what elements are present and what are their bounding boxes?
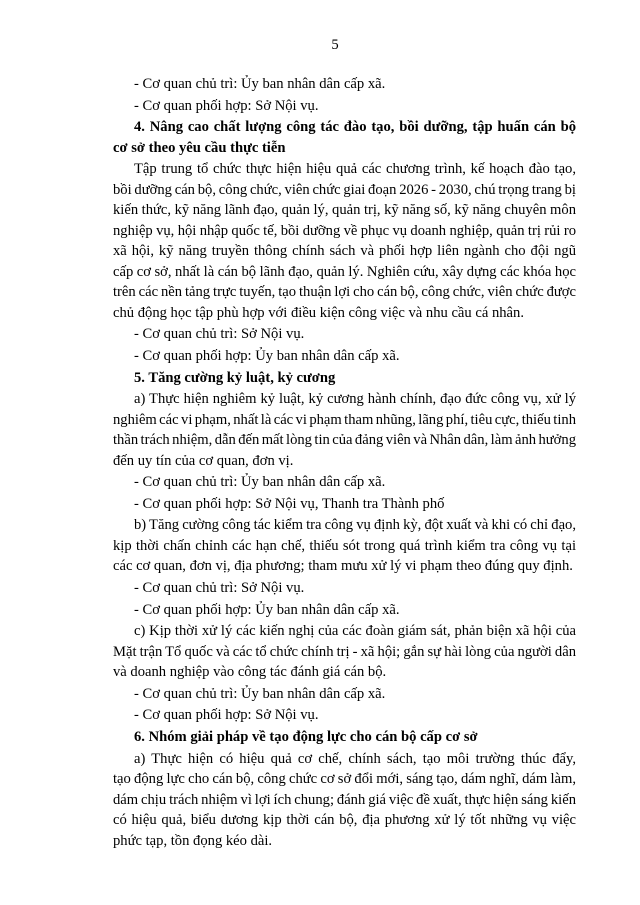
text-line: xã hội, kỹ năng truyền thông chính sách và phối hợp liên ngành cho đội ngũ (113, 243, 576, 260)
text-line: - Cơ quan phối hợp: Sở Nội vụ. (134, 707, 319, 724)
text-line: thần trách nhiệm, dẫn đến mất lòng tin của đảng viên và Nhân dân, làm ảnh hưởng (113, 432, 576, 449)
section-5-heading (113, 368, 576, 389)
text-line: - Cơ quan chủ trì: Ủy ban nhân dân cấp xã. (134, 474, 386, 491)
text-line: trên các nền tảng trực tuyến, tạo thuận lợi cho cán bộ, công chức, viên chức được (113, 284, 576, 301)
page-content (113, 74, 576, 851)
text-line: các cơ quan, đơn vị, địa phương; tham mưu xử lý vi phạm theo đúng quy định. (113, 558, 573, 575)
section-5-item-a-lead-agency (113, 472, 576, 493)
text-line: có hiệu quả, biểu dương kịp thời cán bộ, địa phương xử lý tốt những vụ việc (113, 812, 576, 829)
text-line: - Cơ quan chủ trì: Ủy ban nhân dân cấp xã. (134, 685, 386, 702)
text-line: - Cơ quan phối hợp: Sở Nội vụ. (134, 97, 319, 114)
section-3-coordinating-agency (113, 96, 576, 117)
section-5-item-b-coordinating-agency (113, 600, 576, 621)
text-line: phức tạp, tồn đọng kéo dài. (113, 832, 273, 849)
section-3-lead-agency (113, 74, 576, 95)
text-line: và doanh nghiệp vào công tác đánh giá cán bộ. (113, 664, 387, 681)
text-line: Tập trung tổ chức thực hiện hiệu quả các chương trình, kế hoạch đào tạo, (134, 161, 576, 178)
section-4-body (113, 159, 576, 323)
text-line: dám chịu trách nhiệm vì lợi ích chung; đánh giá việc đề xuất, thực hiện sáng kiến (113, 791, 576, 808)
text-line: - Cơ quan phối hợp: Ủy ban nhân dân cấp xã. (134, 347, 400, 364)
section-5-item-a-body (113, 389, 576, 471)
text-line: chủ động học tập phù hợp với điều kiện công việc và nhu cầu cá nhân. (113, 304, 524, 321)
section-6-heading (113, 727, 576, 748)
section-5-item-c-body (113, 621, 576, 683)
text-line: a) Thực hiện nghiêm kỷ luật, kỷ cương hành chính, đạo đức công vụ, xử lý (134, 391, 576, 408)
text-line: nghiệp vụ, hội nhập quốc tế, bồi dưỡng về phục vụ doanh nghiệp, quản trị rủi ro (113, 222, 576, 239)
text-line: Mặt trận Tổ quốc và các tổ chức chính trị - xã hội; gắn sự hài lòng của người dân (113, 643, 576, 660)
section-4-heading (113, 117, 576, 158)
text-line: kịp thời chấn chỉnh các hạn chế, thiếu sót trong quá trình kiểm tra công vụ tại (113, 537, 576, 554)
text-line: - Cơ quan chủ trì: Ủy ban nhân dân cấp xã. (134, 76, 386, 92)
section-4-lead-agency (113, 324, 576, 345)
text-line: kiến thức, kỹ năng lãnh đạo, quản lý, quản trị, kỹ năng số, kỹ năng chuyên môn (113, 202, 576, 219)
text-line: bồi dưỡng cán bộ, công chức, viên chức giai đoạn 2026 - 2030, chú trọng trang bị (113, 181, 576, 198)
heading-line: 5. Tăng cường kỷ luật, kỷ cương (134, 369, 336, 386)
text-line: - Cơ quan phối hợp: Sở Nội vụ, Thanh tra Thành phố (134, 495, 445, 512)
section-5-item-c-coordinating-agency (113, 705, 576, 726)
text-line: tạo động lực cho cán bộ, công chức cơ sở đổi mới, sáng tạo, dám nghĩ, dám làm, (113, 771, 576, 788)
section-6-item-a-body (113, 749, 576, 852)
page-number: 5 (331, 37, 339, 53)
text-line: - Cơ quan chủ trì: Sở Nội vụ. (134, 580, 305, 597)
section-4-coordinating-agency (113, 346, 576, 367)
text-line: nghiêm các vi phạm, nhất là các vi phạm tham nhũng, lãng phí, tiêu cực, thiếu tinh (113, 411, 576, 428)
text-line: - Cơ quan chủ trì: Sở Nội vụ. (134, 326, 305, 343)
section-5-item-b-body (113, 515, 576, 577)
heading-line: 6. Nhóm giải pháp về tạo động lực cho cán bộ cấp cơ sở (134, 729, 478, 745)
text-line: b) Tăng cường công tác kiểm tra công vụ định kỳ, đột xuất và khi có chỉ đạo, (134, 517, 576, 534)
text-line: c) Kịp thời xử lý các kiến nghị của các đoàn giám sát, phản biện xã hội của (134, 623, 576, 640)
heading-line: 4. Nâng cao chất lượng công tác đào tạo, bồi dưỡng, tập huấn cán bộ (134, 119, 576, 136)
text-line: cấp cơ sở, nhất là cán bộ lãnh đạo, quản lý. Nghiên cứu, xây dựng các khóa học (113, 263, 576, 280)
text-line: - Cơ quan phối hợp: Ủy ban nhân dân cấp xã. (134, 601, 400, 618)
text-line: đến uy tín của cơ quan, đơn vị. (113, 452, 294, 469)
text-line: a) Thực hiện có hiệu quả cơ chế, chính sách, tạo môi trường thúc đẩy, (134, 750, 576, 767)
section-5-item-a-coordinating-agency (113, 494, 576, 515)
section-5-item-b-lead-agency (113, 578, 576, 599)
section-5-item-c-lead-agency (113, 684, 576, 705)
heading-line: cơ sở theo yêu cầu thực tiễn (113, 139, 286, 156)
